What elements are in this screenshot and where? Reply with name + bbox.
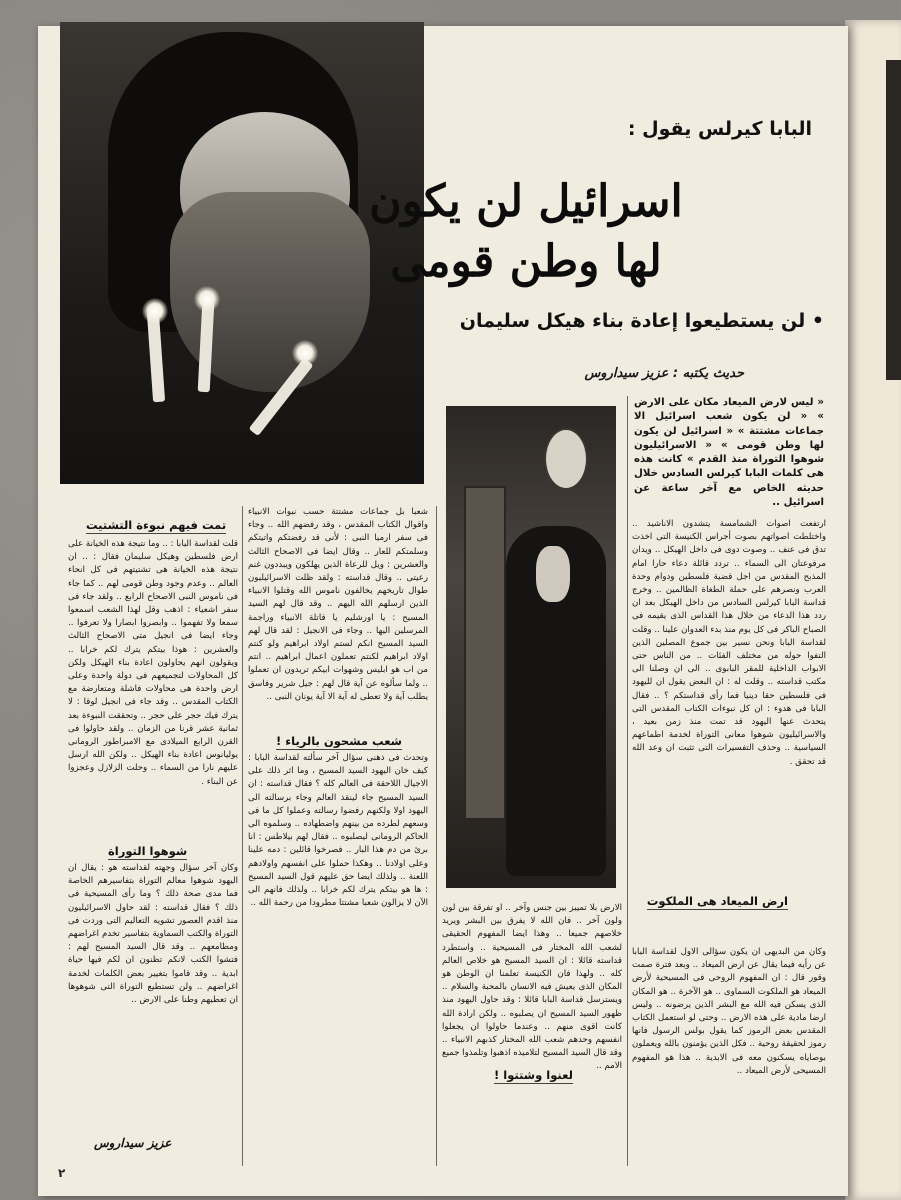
magazine-page [38,26,848,1196]
column-rule [436,506,437,1166]
column-left-bottom: وكان آخر سؤال وجهته لقداسته هو : يقال ان اليهود شوهوا معالم التوراة بتفاسيرهم الخاصة فما مدى صحة ذلك ؟ وما رأى المسيحية فى ذلك ؟ فقال قداسته : لقد حاول الاسرائيليون منذ اقدم العصور تشويه التعاليم التى وردت فى التوراة والكتب السماوية بتفاسير تخدم اغراضهم ومطامعهم .. وقد قال السيد المسيح لهم : فتشوا الكتب لانكم تظنون ان لكم فيها حياة ابدية .. وقد قاموا بتغيير بعض الكلمات لخدمة اغراضهم .. ولن تستطيع التوراة التى شوهوها ان تعطيهم وطنا على الارض .. [68,863,238,1006]
headline-line-2: لها وطن قومى [390,236,662,287]
column-rule [627,396,628,1166]
lead-paragraph: « ليس لارض الميعاد مكان على الارض » « لن يكون شعب اسرائيل الا جماعات مشتتة » « اسرائيل لن يكون لها وطن قومى » « الاسرائيليون شوهوا التوراة منذ القدم » كانت هذه هى كلمات البابا كيرلس السادس خلال حديثه الخاص مع آخر ساعة عن اسرائيل .. [634,397,824,509]
column-rule [242,506,243,1166]
adjacent-page-edge [845,20,901,1200]
column-middle-top: شعبا بل جماعات مشتتة حسب نبوات الانبياء واقوال الكتاب المقدس ، وقد رفضهم الله .. وجاء فى سفر ارميا النبى : لأنى قد رفضتكم واتيتكم وسلمتكم للعار .. وقال ايضا فى الاصحاح الثالث والعشرين : ويل للرعاة الذين يهلكون ويبددون غنم رعيتى .. وقال قداسته : ولقد ظلت الاسرائيليون طوال تاريخهم يخالفون ناموس الله وقتلوا الانبياء الذين ارسلهم الله اليهم .. وقد قال لهم السيد المسيح : يا اورشليم يا قاتلة الانبياء وراجمة المرسلين اليها .. وجاء فى الانجيل : لقد قال لهم السيد المسيح انكم لستم اولاد ابراهيم ولو كنتم اولاد ابراهيم لكنتم تعملون اعمال ابراهيم .. انتم من اب هو ابليس وشهوات ابيكم تريدون ان تعملوا .. ولما سألوه عن آية قال لهم : جيل شرير وفاسق يطلب آية ولا تعطى له آية الا آية يونان النبى .. [248,507,428,702]
page-number: ٢ [58,1166,66,1180]
byline: حديث يكتبه : عزيز سيداروس [584,366,744,381]
column-center-bottom-top: الارض بلا تمييز بين جنس وآخر .. او تفرقة بين لون ولون آخر .. فان الله لا يفرق بين البشر ويريد خلاصهم جميعا .. وهذا ايضا المفهوم الحقيقى لشعب الله المختار فى المسيحية .. واستطرد قداسته قائلا : ان السيد المسيح هو خلاص العالم كله .. ولهذا فان الكنيسة تعلمنا ان الوطن هو المكان الذى يعيش فيه الانسان بالمحبة والسلام .. ويسترسل قداسة البابا قائلا : وقد حاول اليهود منذ ظهور السيد المسيح ان يصلبوه .. ولكن ارادة الله كانت اقوى منهم .. وعندما حاولوا ان يجعلوا انفسهم وحدهم شعب الله المختار كذبهم الانبياء .. وقد قال السيد المسيح لتلاميذه اذهبوا وتلمذوا جميع الامم .. [442,903,622,1072]
subheadline: • لن يستطيعوا إعادة بناء هيكل سليمان [459,310,824,332]
column-middle-bottom: وتحدث فى ذهنى سؤال آخر سألته لقداسة البابا : كيف خان اليهود السيد المسيح ، وما اثر ذلك على الاجيال اللاحقة فى العالم كله ؟ فقال قداسته : ان السيد المسيح جاء لينقذ العالم وجاء برسالته الى اليهود اولا ولكنهم رفضوا رسالته وعملوا كل ما فى وسعهم لطرده من بينهم واضطهاده .. وسلموه الى الحاكم الرومانى ليصلبوه .. فقال لهم بيلاطس : انا برئ من دم هذا البار .. فصرخوا قائلين : دمه علينا وعلى اولادنا .. وهكذا حملوا على انفسهم واولادهم اللعنة .. ولذلك ايضا حق عليهم قول السيد المسيح : ها هو بيتكم يترك لكم خرابا .. ولذلك فانهم الى الآن لا يزالون شعبا مشتتا مطرودا من رحمة الله .. [248,753,428,909]
column-left-top: قلت لقداسة البابا : .. وما نتيجة هذه الخيانة على ارض فلسطين وهيكل سليمان فقال : .. ان نتيجة هذه الخيانة هى تشتيتهم فى كل انحاء العالم .. وعدم وجود وطن قومى لهم .. كما جاء فى ناموس النبى الاصحاح الرابع .. ولقد جاء فى سفر اشعياء : اذهب وقل لهذا الشعب اسمعوا سمعا ولا تفهموا .. وابصروا ابصارا ولا تعرفوا .. وجاء ايضا فى انجيل متى الاصحاح الثالث والعشرين : هوذا بيتكم يترك لكم خرابا .. ويقولون انهم يحاولون اعادة بناء الهيكل ولكن كل المحاولات لتجميعهم فى دولة واحدة وعلى ارض واحدة هى محاولات فاشلة ومتعارضة مع الكتاب المقدس .. وقد جاء فى انجيل لوقا : لا يترك فيك حجر على حجر .. وتحققت النبوءة بعد ثمانية عشر قرنا من الزمان .. ولقد حاولوا فى القرن الرابع الميلادى مع الامبراطور الرومانى يوليانوس اعادة بناء الهيكل .. ولكن الله ارسل عليهم نارا من السماء .. وحلت الزلازل وعجزوا عن البناء . [68,539,238,787]
kicker-text: البابا كيرلس يقول : [627,118,812,140]
headline-line-1: اسرائيل لن يكون [369,176,683,227]
column-right-top: ارتفعت اصوات الشمامسة يتشدون الاناشيد .. واختلطت اصواتهم بصوت أجراس الكنيسة التى اخذت تدق فى عنف .. وصوت دوى فى داخل الهيكل .. ويدان مرفوعتان الى السماء .. تردد قائلة دعاء حارا امام المذبح المقدس من اجل قضية فلسطين ودوام وحدة العرب ونصرهم على حملة الطغاة الظالمين .. وخرج قداسة البابا كيرلس السادس من داخل الهيكل بعد ان ردد هذا الدعاء من خلال هذا القداس الذى يقيمه فى الصباح الباكر فى كل يوم منذ بدء العدوان علينا .. وقلت لقداسة البابا ونحن نسير بين جموع المصلين الذين التفوا حوله من مختلف الفئات .. من الناس حتى الابواب الداخلية للمقر البابوى .. الى ان وصلنا الى مكتب قداسته .. وقلت له : ان البعض يقول ان لليهود فى فلسطين حقا دينيا فما رأى قداستكم ؟ .. فقال البابا فى هدوء : ان كل نبوءات الكتاب المقدس التى يتحدث عنها اليهود قد تمت منذ زمن بعيد ، والاسرائيليون شوهوا معانى التوراة لخدمة اطماعهم السياسية .. وحذف التفسيرات التى تثبت ان وعد الله قد تحقق . [632,519,826,767]
section-heading: ارض الميعاد هى الملكوت [646,894,788,908]
section-heading: شعب مشحون بالرياء ! [276,734,402,748]
section-heading: تمت فيهم نبوءة التشتيت [86,518,227,532]
doorway-photo [446,406,616,888]
section-heading: شوهوا التوراة [108,844,188,858]
column-right-bottom: وكان من البديهى ان يكون سؤالى الاول لقداسة البابا عن رأيه فيما يقال عن ارض الميعاد .. وبعد فترة صمت وقور قال : ان المفهوم الروحى فى المسيحية لأرض الميعاد هو الملكوت السماوى .. هو الآخرة .. هو المكان الذى يسكن فيه الله مع البشر الذين يرضونه .. وليس ارضا مادية على هذه الارض .. وحتى لو استعمل الكتاب المقدس بعض الرموز كما يقول بولس الرسول فانها رموز لحقيقة روحية .. فكل الذين يؤمنون بالله ويعملون بوصاياه يسكنون معه فى الابدية .. هذا هو المفهوم المسيحى لأرض الميعاد .. [632,947,826,1076]
headline [316,172,736,292]
section-heading: لعنوا وشتتوا ! [494,1068,573,1082]
signature: عزيز سيداروس [94,1136,172,1150]
